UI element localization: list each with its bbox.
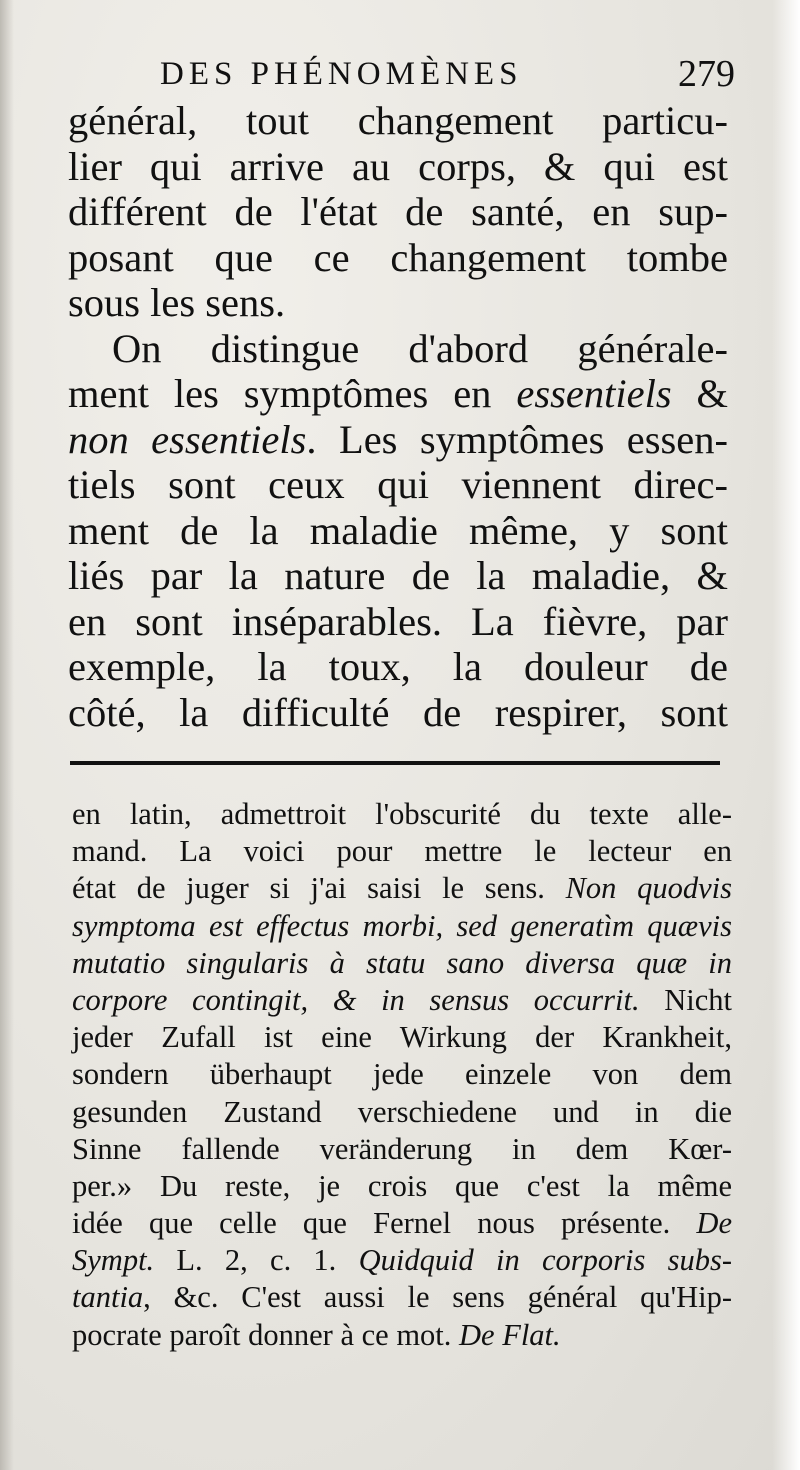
text-line [68, 371, 728, 417]
text-line: exemple, la toux, la douleur de [68, 644, 728, 689]
text-line: On distingue d'abord générale- [112, 325, 728, 371]
latin-quote: Quidquid in corporis subs- [358, 1243, 733, 1278]
text-line: en sont inséparables. La fièvre, par [68, 598, 728, 644]
page-number: 279 [678, 53, 735, 95]
running-title: DES PHÉNOMÈNES [160, 56, 523, 92]
citation: De Flat. [459, 1317, 561, 1352]
footnote-line [72, 1242, 732, 1279]
footnote-line: per.» Du reste, je crois que c'est la même [72, 1168, 732, 1203]
footnote-rule [70, 761, 720, 765]
page-edge-highlight [772, 0, 800, 1470]
text-line: sous les sens. [68, 280, 286, 325]
text-line: côté, la difficulté de respirer, sont [68, 689, 728, 735]
text-segment: ment les symptômes en [68, 371, 517, 416]
footnote-line [72, 1317, 732, 1354]
latin-quote: tantia [72, 1280, 144, 1315]
text-segment: idée que celle que Fernel nous présente. [72, 1206, 697, 1241]
text-line: posant que ce changement tombe [68, 234, 728, 280]
text-line: tiels sont ceux qui viennent direc- [68, 462, 728, 507]
text-line: liés par la nature de la maladie, & [68, 553, 728, 598]
main-text [68, 98, 728, 735]
text-segment: & [671, 371, 728, 416]
footnote-line: symptoma est effectus morbi, sed generatìm quævis [72, 908, 732, 943]
citation: Sympt. [72, 1243, 155, 1278]
footnote-line [72, 870, 732, 907]
text-segment: L. 2, c. 1. [154, 1243, 359, 1278]
footnote-line: jeder Zufall ist eine Wirkung der Krankheit, [72, 1020, 732, 1055]
text-segment: pocrate paroît donner à ce mot. [72, 1317, 460, 1352]
footnote-line: mutatio singularis à statu sano diversa quæ in [72, 945, 732, 980]
text-line: ment de la maladie même, y sont [68, 507, 728, 553]
footnote-line: gesunden Zustand verschiedene und in die [72, 1094, 732, 1129]
text-line: différent de l'état de santé, en sup- [68, 189, 728, 234]
citation: De [696, 1206, 732, 1241]
text-segment: , &c. C'est aussi le sens général qu'Hip- [143, 1280, 732, 1315]
footnote-line: mand. La voici pour mettre le lecteur en [72, 834, 732, 869]
text-segment: état de juger si j'ai saisi le sens. [72, 871, 566, 906]
footnote-line: Sinne fallende veränderung in dem Kœr- [72, 1131, 732, 1166]
latin-quote: Non quodvis [565, 871, 732, 906]
footnote-line [72, 1205, 732, 1242]
running-head [160, 52, 735, 102]
text-segment: . Les symptômes essen- [306, 416, 728, 462]
footnote-line: en latin, admettroit l'obscurité du texte alle- [72, 797, 732, 831]
text-segment: Nicht [639, 982, 732, 1017]
footnote-line [72, 1279, 732, 1316]
latin-quote: corpore contingit, & in sensus occurrit. [72, 982, 640, 1017]
text-line: général, tout changement particu- [68, 98, 728, 143]
footnote-line: sondern überhaupt jede einzele von dem [72, 1057, 732, 1092]
footnote-line [72, 982, 732, 1019]
text-line: lier qui arrive au corps, & qui est [68, 143, 728, 189]
page-edge-shadow [0, 0, 14, 1470]
footnote [72, 796, 732, 1354]
text-line [68, 417, 728, 463]
italic-term: non essentiels [68, 416, 307, 462]
italic-term: essentiels [516, 371, 672, 416]
